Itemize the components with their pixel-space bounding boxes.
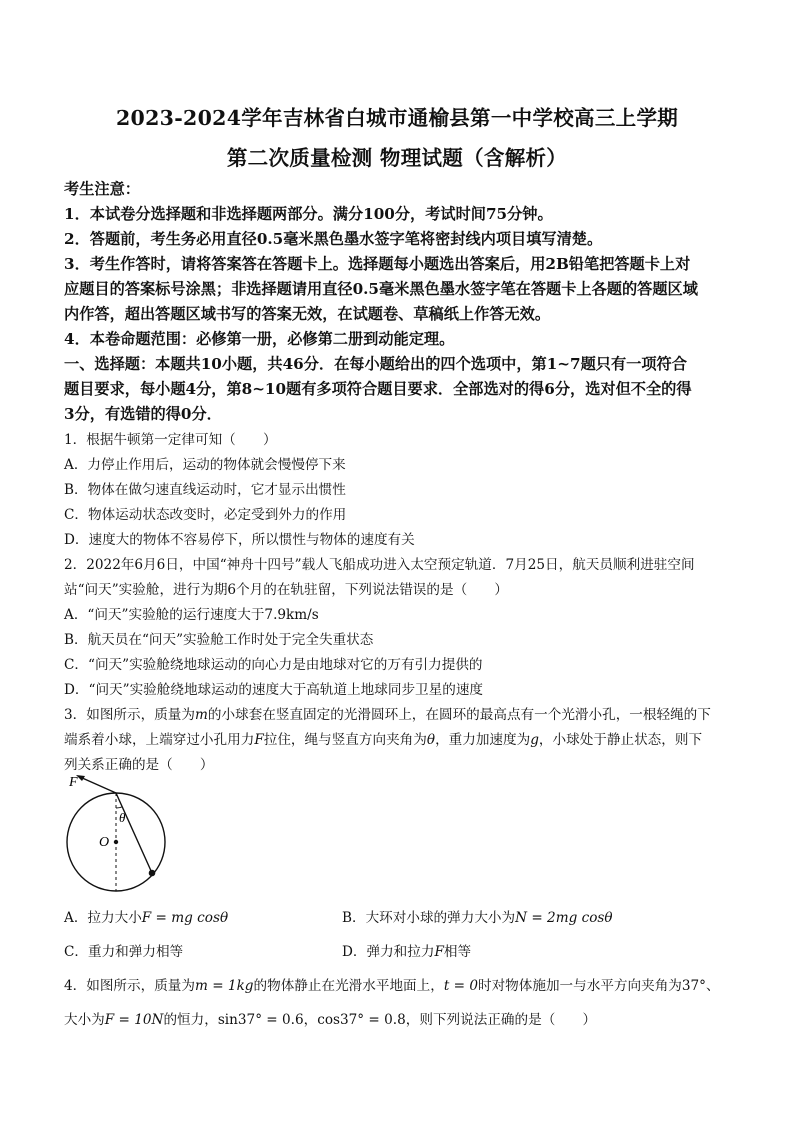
q2-option-d: D．“问天”实验舱绕地球运动的速度大于高轨道上地球同步卫星的速度 [64,682,484,698]
notice-item: 3．考生作答时，请将答案答在答题卡上。选择题每小题选出答案后，用2B铅笔把答题卡上对 [64,255,691,273]
ball-dot [149,870,156,877]
q4-stem-line: 大小为F = 10N的恒力，sin37° = 0.6，cos37° = 0.8，则下列说法正确的是（ ） [64,1012,597,1028]
force-line [80,777,116,793]
title-line-2: 第二次质量检测 物理试题（含解析） [226,146,568,170]
q2-option-c: C．“问天”实验舱绕地球运动的向心力是由地球对它的万有引力提供的 [64,657,483,673]
q3-option-b: B．大环对小球的弹力大小为N = 2mg cosθ [342,910,613,926]
q3-option-a: A．拉力大小F = mg cosθ [64,910,229,926]
q4-stem: 4．如图所示，质量为m = 1kg的物体静止在光滑水平地面上，t = 0时对物体施加一与水平方向夹角为37°、 [64,978,720,994]
section-heading: 一、选择题：本题共10小题，共46分．在每小题给出的四个选项中，第1~7题只有一项符合 [64,355,687,373]
q3-option-c: C．重力和弹力相等 [64,944,184,960]
q3-stem-line: 列关系正确的是（ ） [64,757,214,773]
label-F: F [69,775,78,790]
notice-item: 内作答，超出答题区域书写的答案无效，在试题卷、草稿纸上作答无效。 [64,305,550,323]
q3-ring-figure [58,768,178,894]
q2-stem-line: 站“问天”实验舱，进行为期6个月的在轨驻留，下列说法错误的是（ ） [64,582,508,598]
q3-stem-line: 端系着小球，上端穿过小孔用力F拉住，绳与竖直方向夹角为θ，重力加速度为g，小球处于静止状态，则下 [64,732,703,748]
q2-option-a: A．“问天”实验舱的运行速度大于7.9km/s [64,607,319,623]
label-theta: θ [119,810,126,825]
section-heading-line: 3分，有选错的得0分． [64,405,222,423]
angle-arc [116,807,123,808]
q1-option-b: B．物体在做匀速直线运动时，它才显示出惯性 [64,482,346,498]
center-dot [114,840,118,844]
q2-stem: 2．2022年6月6日，中国“神舟十四号”载人飞船成功进入太空预定轨道．7月25日，航天员顺利进驻空间 [64,557,695,573]
section-heading-line: 题目要求，每小题4分，第8~10题有多项符合题目要求．全部选对的得6分，选对但不全的得 [64,380,692,398]
notice-heading: 考生注意： [64,180,140,198]
q1-option-a: A．力停止作用后，运动的物体就会慢慢停下来 [64,457,346,473]
notice-item: 应题目的答案标号涂黑；非选择题请用直径0.5毫米黑色墨水签字笔在答题卡上各题的答题区域 [64,280,698,298]
q1-option-d: D．速度大的物体不容易停下，所以惯性与物体的速度有关 [64,532,415,548]
title-line-1: 2023-2024学年吉林省白城市通榆县第一中学校高三上学期 [115,106,679,130]
notice-item: 2．答题前，考生务必用直径0.5毫米黑色墨水签字笔将密封线内项目填写清楚。 [64,230,603,248]
rope-line [116,793,152,873]
notice-item: 1．本试卷分选择题和非选择题两部分。满分100分，考试时间75分钟。 [64,205,553,223]
q1-option-c: C．物体运动状态改变时，必定受到外力的作用 [64,507,347,523]
label-O: O [99,835,110,850]
notice-item: 4．本卷命题范围：必修第一册，必修第二册到动能定理。 [64,330,455,348]
q1-stem: 1．根据牛顿第一定律可知（ ） [64,432,277,448]
q3-stem: 3．如图所示，质量为m的小球套在竖直固定的光滑圆环上，在圆环的最高点有一个光滑小孔，一根轻绳的下 [64,707,711,723]
q3-option-d: D．弹力和拉力F相等 [342,944,472,960]
q2-option-b: B．航天员在“问天”实验舱工作时处于完全失重状态 [64,632,374,648]
